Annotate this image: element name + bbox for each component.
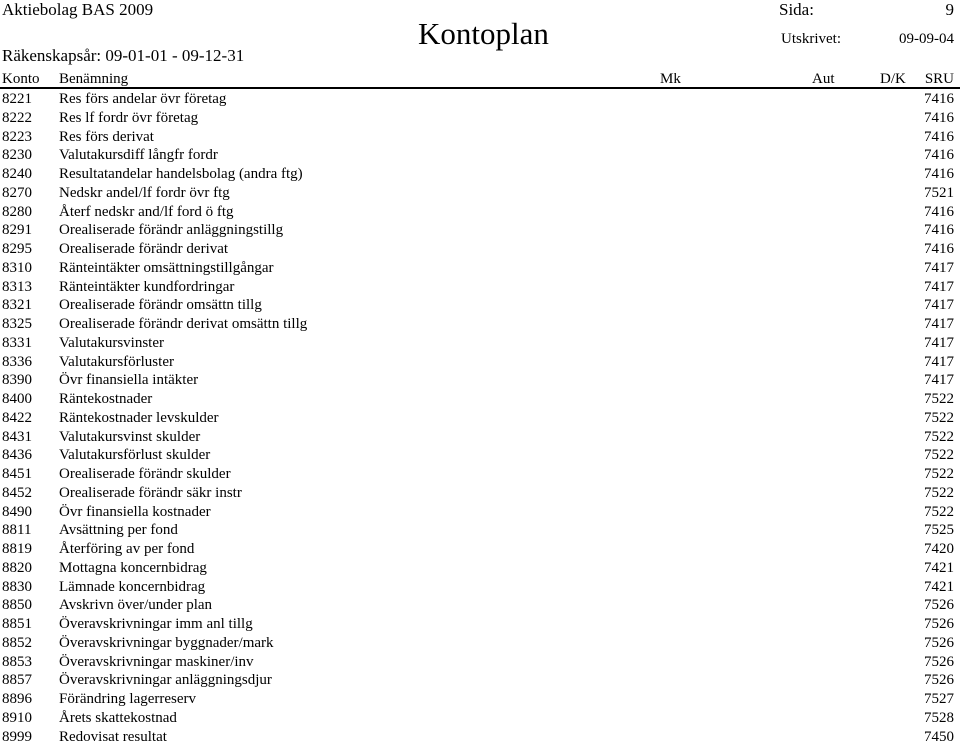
sru-code: 7416 bbox=[924, 91, 954, 107]
account-name: Överavskrivningar imm anl tillg bbox=[59, 616, 253, 632]
account-name: Överavskrivningar anläggningsdjur bbox=[59, 672, 272, 689]
sru-code: 7526 bbox=[924, 634, 954, 651]
account-name: Överavskrivningar maskiner/inv bbox=[59, 653, 254, 670]
column-header-aut: Aut bbox=[812, 71, 835, 87]
account-name: Res förs andelar övr företag bbox=[59, 91, 227, 107]
table-row bbox=[0, 596, 960, 615]
sru-code: 7416 bbox=[924, 203, 954, 220]
account-name: Orealiserade förändr omsättn tillg bbox=[59, 297, 262, 314]
account-name: Orealiserade förändr anläggningstillg bbox=[59, 222, 284, 239]
account-name: Återf nedskr and/lf ford ö ftg bbox=[59, 203, 234, 220]
table-row bbox=[0, 465, 960, 484]
account-number: 8422 bbox=[2, 409, 32, 426]
account-number: 8280 bbox=[2, 203, 32, 220]
table-row bbox=[0, 278, 960, 297]
account-number: 8853 bbox=[2, 653, 32, 670]
account-number: 8230 bbox=[2, 147, 32, 164]
account-name: Orealiserade förändr säkr instr bbox=[59, 484, 242, 501]
account-number: 8331 bbox=[2, 334, 32, 351]
account-number: 8830 bbox=[2, 578, 32, 595]
printed-label: Utskrivet: bbox=[781, 31, 841, 47]
company-name: Aktiebolag BAS 2009 bbox=[2, 0, 154, 19]
account-number: 8490 bbox=[2, 503, 32, 520]
column-header-konto: Konto bbox=[2, 71, 40, 87]
sru-code: 7522 bbox=[924, 428, 954, 445]
column-header-dk: D/K bbox=[880, 71, 906, 87]
column-header-sru: SRU bbox=[924, 71, 954, 87]
account-number: 8452 bbox=[2, 484, 32, 501]
sru-code: 7416 bbox=[924, 109, 954, 126]
header-divider bbox=[0, 87, 960, 89]
table-row bbox=[0, 503, 960, 522]
account-name: Nedskr andel/lf fordr övr ftg bbox=[59, 184, 230, 201]
account-number: 8851 bbox=[2, 616, 32, 632]
account-number: 8850 bbox=[2, 597, 32, 614]
table-row bbox=[0, 390, 960, 409]
table-row bbox=[0, 484, 960, 503]
column-header-benamning: Benämning bbox=[59, 71, 129, 87]
account-name: Orealiserade förändr derivat bbox=[59, 241, 229, 257]
account-name: Räntekostnader bbox=[59, 391, 153, 407]
table-row bbox=[0, 540, 960, 559]
sru-code: 7416 bbox=[924, 147, 954, 164]
sru-code: 7525 bbox=[924, 522, 954, 539]
table-row bbox=[0, 446, 960, 465]
account-number: 8857 bbox=[2, 672, 32, 689]
account-name: Orealiserade förändr derivat omsättn tillg bbox=[59, 316, 308, 332]
fiscal-year: Räkenskapsår: 09-01-01 - 09-12-31 bbox=[2, 46, 245, 65]
account-name: Återföring av per fond bbox=[59, 541, 195, 557]
table-row bbox=[0, 146, 960, 165]
account-name: Valutakursvinster bbox=[59, 334, 164, 351]
page-label: Sida: bbox=[779, 0, 814, 19]
page-title: Kontoplan bbox=[418, 16, 549, 51]
table-row bbox=[0, 634, 960, 653]
account-name: Valutakursdiff långfr fordr bbox=[59, 147, 218, 164]
account-number: 8270 bbox=[2, 184, 32, 201]
table-row bbox=[0, 653, 960, 672]
sru-code: 7450 bbox=[924, 728, 954, 745]
sru-code: 7421 bbox=[924, 578, 954, 595]
account-name: Valutakursvinst skulder bbox=[59, 428, 201, 445]
account-name: Räntekostnader levskulder bbox=[59, 409, 219, 426]
table-row bbox=[0, 353, 960, 372]
account-number: 8852 bbox=[2, 634, 32, 651]
account-number: 8436 bbox=[2, 447, 32, 464]
sru-code: 7528 bbox=[924, 709, 954, 726]
sru-code: 7417 bbox=[924, 316, 954, 332]
sru-code: 7522 bbox=[924, 503, 954, 520]
account-name: Mottagna koncernbidrag bbox=[59, 559, 207, 576]
account-list bbox=[0, 90, 960, 746]
table-row bbox=[0, 240, 960, 259]
sru-code: 7416 bbox=[924, 241, 954, 257]
table-row bbox=[0, 671, 960, 690]
table-row bbox=[0, 334, 960, 353]
sru-code: 7420 bbox=[924, 541, 954, 557]
account-number: 8310 bbox=[2, 259, 32, 276]
table-row bbox=[0, 615, 960, 634]
sru-code: 7527 bbox=[924, 691, 954, 707]
table-row bbox=[0, 221, 960, 240]
account-name: Res förs derivat bbox=[59, 128, 154, 145]
table-row bbox=[0, 371, 960, 390]
table-row bbox=[0, 128, 960, 147]
sru-code: 7417 bbox=[924, 353, 954, 370]
printed-date: 09-09-04 bbox=[899, 31, 954, 47]
table-row bbox=[0, 709, 960, 728]
table-row bbox=[0, 184, 960, 203]
account-name: Årets skattekostnad bbox=[59, 709, 177, 726]
table-row bbox=[0, 428, 960, 447]
sru-code: 7522 bbox=[924, 391, 954, 407]
table-row bbox=[0, 690, 960, 709]
table-row bbox=[0, 578, 960, 597]
sru-code: 7526 bbox=[924, 653, 954, 670]
sru-code: 7417 bbox=[924, 259, 954, 276]
account-number: 8336 bbox=[2, 353, 32, 370]
sru-code: 7522 bbox=[924, 466, 954, 482]
sru-code: 7417 bbox=[924, 297, 954, 314]
account-number: 8291 bbox=[2, 222, 32, 239]
account-number: 8325 bbox=[2, 316, 32, 332]
sru-code: 7417 bbox=[924, 334, 954, 351]
table-row bbox=[0, 315, 960, 334]
sru-code: 7417 bbox=[924, 372, 954, 389]
account-number: 8222 bbox=[2, 109, 32, 126]
table-row bbox=[0, 728, 960, 746]
account-name: Avskrivn över/under plan bbox=[59, 597, 213, 614]
account-name: Redovisat resultat bbox=[59, 728, 167, 745]
sru-code: 7416 bbox=[924, 166, 954, 182]
account-name: Resultatandelar handelsbolag (andra ftg) bbox=[59, 166, 303, 182]
account-number: 8321 bbox=[2, 297, 32, 314]
account-number: 8431 bbox=[2, 428, 32, 445]
page-number: 9 bbox=[945, 0, 954, 19]
account-name: Lämnade koncernbidrag bbox=[59, 578, 206, 595]
account-name: Ränteintäkter omsättningstillgångar bbox=[59, 259, 274, 276]
column-header-mk: Mk bbox=[660, 71, 681, 87]
account-number: 8313 bbox=[2, 278, 32, 295]
sru-code: 7416 bbox=[924, 128, 954, 145]
table-row bbox=[0, 521, 960, 540]
table-row bbox=[0, 559, 960, 578]
account-number: 8390 bbox=[2, 372, 32, 389]
account-name: Avsättning per fond bbox=[59, 522, 178, 539]
account-name: Övr finansiella intäkter bbox=[59, 372, 199, 389]
sru-code: 7416 bbox=[924, 222, 954, 239]
account-number: 8400 bbox=[2, 391, 32, 407]
account-name: Valutakursförlust skulder bbox=[59, 447, 211, 464]
account-number: 8999 bbox=[2, 728, 32, 745]
account-name: Överavskrivningar byggnader/mark bbox=[59, 634, 274, 651]
account-number: 8223 bbox=[2, 128, 32, 145]
account-number: 8295 bbox=[2, 241, 32, 257]
account-number: 8819 bbox=[2, 541, 32, 557]
account-number: 8896 bbox=[2, 691, 32, 707]
account-number: 8910 bbox=[2, 709, 32, 726]
account-name: Övr finansiella kostnader bbox=[59, 503, 211, 520]
table-row bbox=[0, 165, 960, 184]
table-row bbox=[0, 259, 960, 278]
account-name: Res lf fordr övr företag bbox=[59, 109, 199, 126]
table-row bbox=[0, 203, 960, 222]
sru-code: 7421 bbox=[924, 559, 954, 576]
sru-code: 7526 bbox=[924, 672, 954, 689]
sru-code: 7522 bbox=[924, 484, 954, 501]
account-number: 8240 bbox=[2, 166, 32, 182]
account-name: Valutakursförluster bbox=[59, 353, 174, 370]
sru-code: 7526 bbox=[924, 597, 954, 614]
table-row bbox=[0, 409, 960, 428]
account-number: 8811 bbox=[2, 522, 32, 539]
table-row bbox=[0, 90, 960, 109]
sru-code: 7521 bbox=[924, 184, 954, 201]
sru-code: 7522 bbox=[924, 409, 954, 426]
sru-code: 7522 bbox=[924, 447, 954, 464]
table-row bbox=[0, 296, 960, 315]
account-name: Orealiserade förändr skulder bbox=[59, 466, 231, 482]
account-name: Förändring lagerreserv bbox=[59, 691, 197, 707]
sru-code: 7417 bbox=[924, 278, 954, 295]
account-number: 8820 bbox=[2, 559, 32, 576]
account-number: 8221 bbox=[2, 91, 32, 107]
account-name: Ränteintäkter kundfordringar bbox=[59, 278, 235, 295]
table-row bbox=[0, 109, 960, 128]
sru-code: 7526 bbox=[924, 616, 954, 632]
account-number: 8451 bbox=[2, 466, 32, 482]
